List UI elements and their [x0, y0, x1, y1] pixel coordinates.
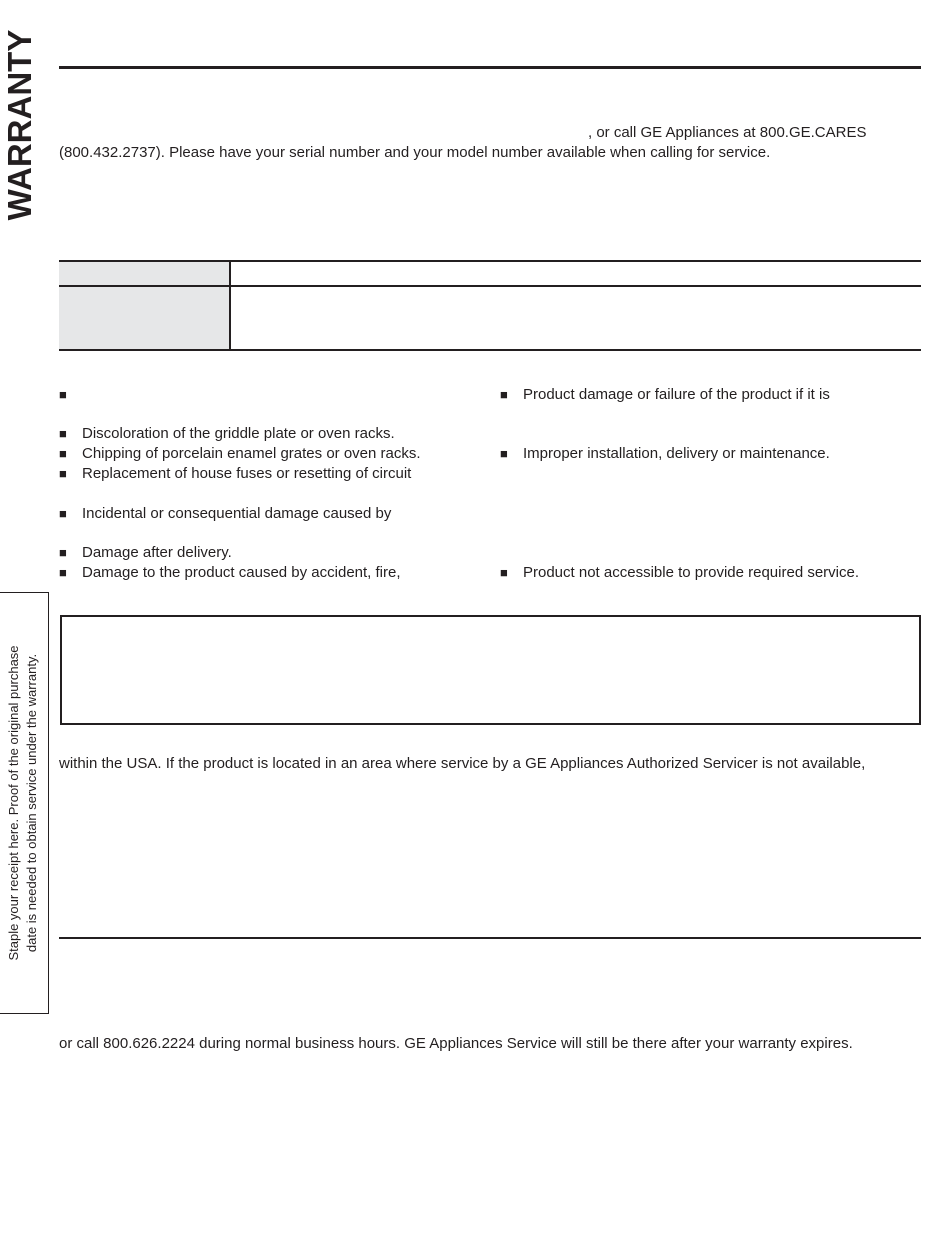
list-item-text: Incidental or consequential damage caused by: [82, 505, 392, 522]
list-item-text: Damage to the product caused by accident, fire,: [82, 564, 401, 581]
bullet-icon: ■: [59, 466, 67, 481]
table-bottom-rule: [59, 349, 921, 351]
list-item-text: Chipping of porcelain enamel grates or oven racks.: [82, 445, 421, 462]
receipt-staple-area: [0, 592, 49, 1014]
table-period-cell: [59, 287, 229, 349]
list-item-text: Improper installation, delivery or maintenance.: [523, 445, 830, 462]
extended-service-line: or call 800.626.2224 during normal business hours. GE Appliances Service will still be there after your warranty expires.: [59, 1035, 853, 1052]
list-item-text: Product damage or failure of the product if it is: [523, 386, 830, 403]
list-item-text: Replacement of house fuses or resetting of circuit: [82, 465, 412, 482]
bullet-icon: ■: [59, 506, 67, 521]
service-area-line: within the USA. If the product is located in an area where service by a GE Appliances Authorized Servicer is not available,: [59, 755, 866, 772]
bullet-icon: ■: [59, 545, 67, 560]
table-header-cell: [59, 262, 229, 285]
list-item-text: Product not accessible to provide required service.: [523, 564, 860, 581]
section-title: WARRANTY: [1, 29, 38, 221]
notice-box: [60, 615, 921, 725]
bullet-icon: ■: [59, 426, 67, 441]
intro-line-2: (800.432.2737). Please have your serial number and your model number available when calling for service.: [59, 144, 771, 161]
section-rule: [59, 937, 921, 939]
bullet-icon: ■: [59, 565, 67, 580]
top-rule: [59, 66, 921, 69]
section-title-vertical: [0, 20, 40, 230]
list-item-text: Discoloration of the griddle plate or oven racks.: [82, 425, 395, 442]
list-item-text: Damage after delivery.: [82, 544, 232, 561]
intro-line-1: , or call GE Appliances at 800.GE.CARES: [588, 124, 867, 141]
receipt-line-1: Staple your receipt here. Proof of the original purchase: [6, 645, 21, 961]
receipt-instructions: [5, 645, 41, 960]
bullet-icon: ■: [500, 446, 508, 461]
receipt-line-2: date is needed to obtain service under the warranty.: [24, 653, 39, 953]
table-column-divider: [229, 260, 231, 351]
bullet-icon: ■: [500, 565, 508, 580]
bullet-icon: ■: [500, 387, 508, 402]
bullet-icon: ■: [59, 446, 67, 461]
bullet-icon: ■: [59, 387, 67, 402]
